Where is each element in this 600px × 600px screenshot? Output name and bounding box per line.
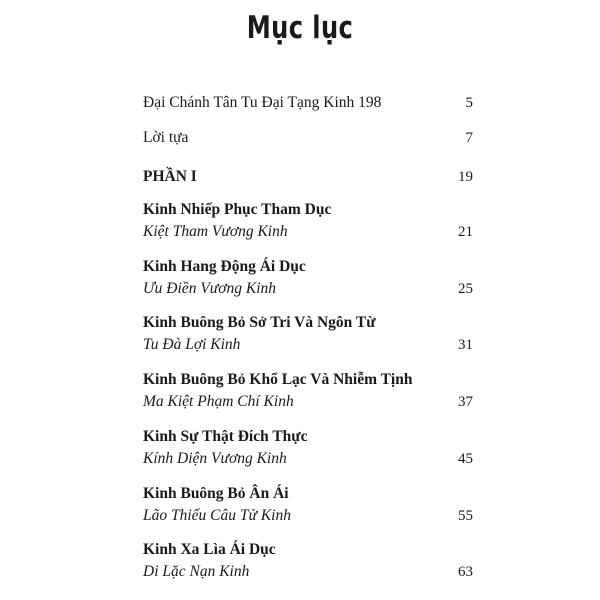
toc-entry-part-one [143, 166, 473, 188]
toc-sutra-subtitle-row [143, 448, 473, 470]
toc-entry-label: Lời tựa [143, 129, 189, 146]
toc-sutra-title: Kinh Xa Lìa Ái Dục [143, 541, 276, 558]
toc-sutra-heading [143, 256, 473, 278]
toc-sutra-subtitle-row [143, 505, 473, 527]
toc-entry-page: 45 [458, 451, 473, 467]
toc-entry-foreword [143, 127, 473, 149]
toc-entry-page: 5 [465, 95, 473, 111]
toc-sutra-subtitle-row [143, 221, 473, 243]
toc-sutra-subtitle: Lão Thiếu Câu Tử Kinh [143, 507, 291, 524]
toc-sutra-subtitle: Di Lặc Nạn Kinh [143, 563, 250, 580]
toc-sutra-heading [143, 483, 473, 505]
toc-sutra-subtitle-row [143, 391, 473, 413]
page-title: Mục lục [246, 10, 354, 46]
toc-entry-label: Đại Chánh Tân Tu Đại Tạng Kinh 198 [143, 94, 382, 111]
toc-entry-page: 31 [458, 337, 473, 353]
toc-sutra-heading [143, 312, 473, 334]
toc-sutra-subtitle-row [143, 561, 473, 583]
toc-sutra-subtitle: Ưu Điền Vương Kinh [143, 280, 277, 297]
toc-sutra-subtitle: Tu Đà Lợi Kinh [143, 336, 241, 353]
toc-sutra-title: Kinh Buông Bỏ Ân Ái [143, 485, 289, 502]
toc-entry-page: 21 [458, 224, 473, 240]
toc-entry-page: 25 [458, 281, 473, 297]
toc-sutra-subtitle: Kiệt Tham Vương Kinh [143, 223, 288, 240]
toc-sutra-heading [143, 426, 473, 448]
toc-sutra-subtitle: Ma Kiệt Phạm Chí Kinh [143, 393, 294, 410]
toc-entry-page: 7 [465, 130, 473, 146]
toc-sutra-heading [143, 369, 473, 391]
toc-sutra-title: Kinh Nhiếp Phục Tham Dục [143, 201, 332, 218]
toc-part-label: PHẦN I [143, 168, 197, 185]
toc-sutra-title: Kinh Hang Động Ái Dục [143, 258, 306, 275]
toc-entry-page: 55 [458, 508, 473, 524]
toc-sutra-subtitle: Kính Diện Vương Kinh [143, 450, 287, 467]
toc-entry-preface-source [143, 92, 473, 114]
toc-sutra-title: Kinh Buông Bỏ Sở Tri Và Ngôn Từ [143, 314, 376, 331]
toc-entry-page: 37 [458, 394, 473, 410]
toc-sutra-heading [143, 199, 473, 221]
toc-entry-page: 63 [458, 564, 473, 580]
toc-entry-page: 19 [458, 169, 473, 185]
toc-sutra-title: Kinh Buông Bỏ Khổ Lạc Và Nhiễm Tịnh [143, 371, 413, 388]
toc-sutra-heading [143, 539, 473, 561]
toc-sutra-subtitle-row [143, 334, 473, 356]
toc-sutra-title: Kinh Sự Thật Đích Thực [143, 428, 308, 445]
toc-sutra-subtitle-row [143, 278, 473, 300]
